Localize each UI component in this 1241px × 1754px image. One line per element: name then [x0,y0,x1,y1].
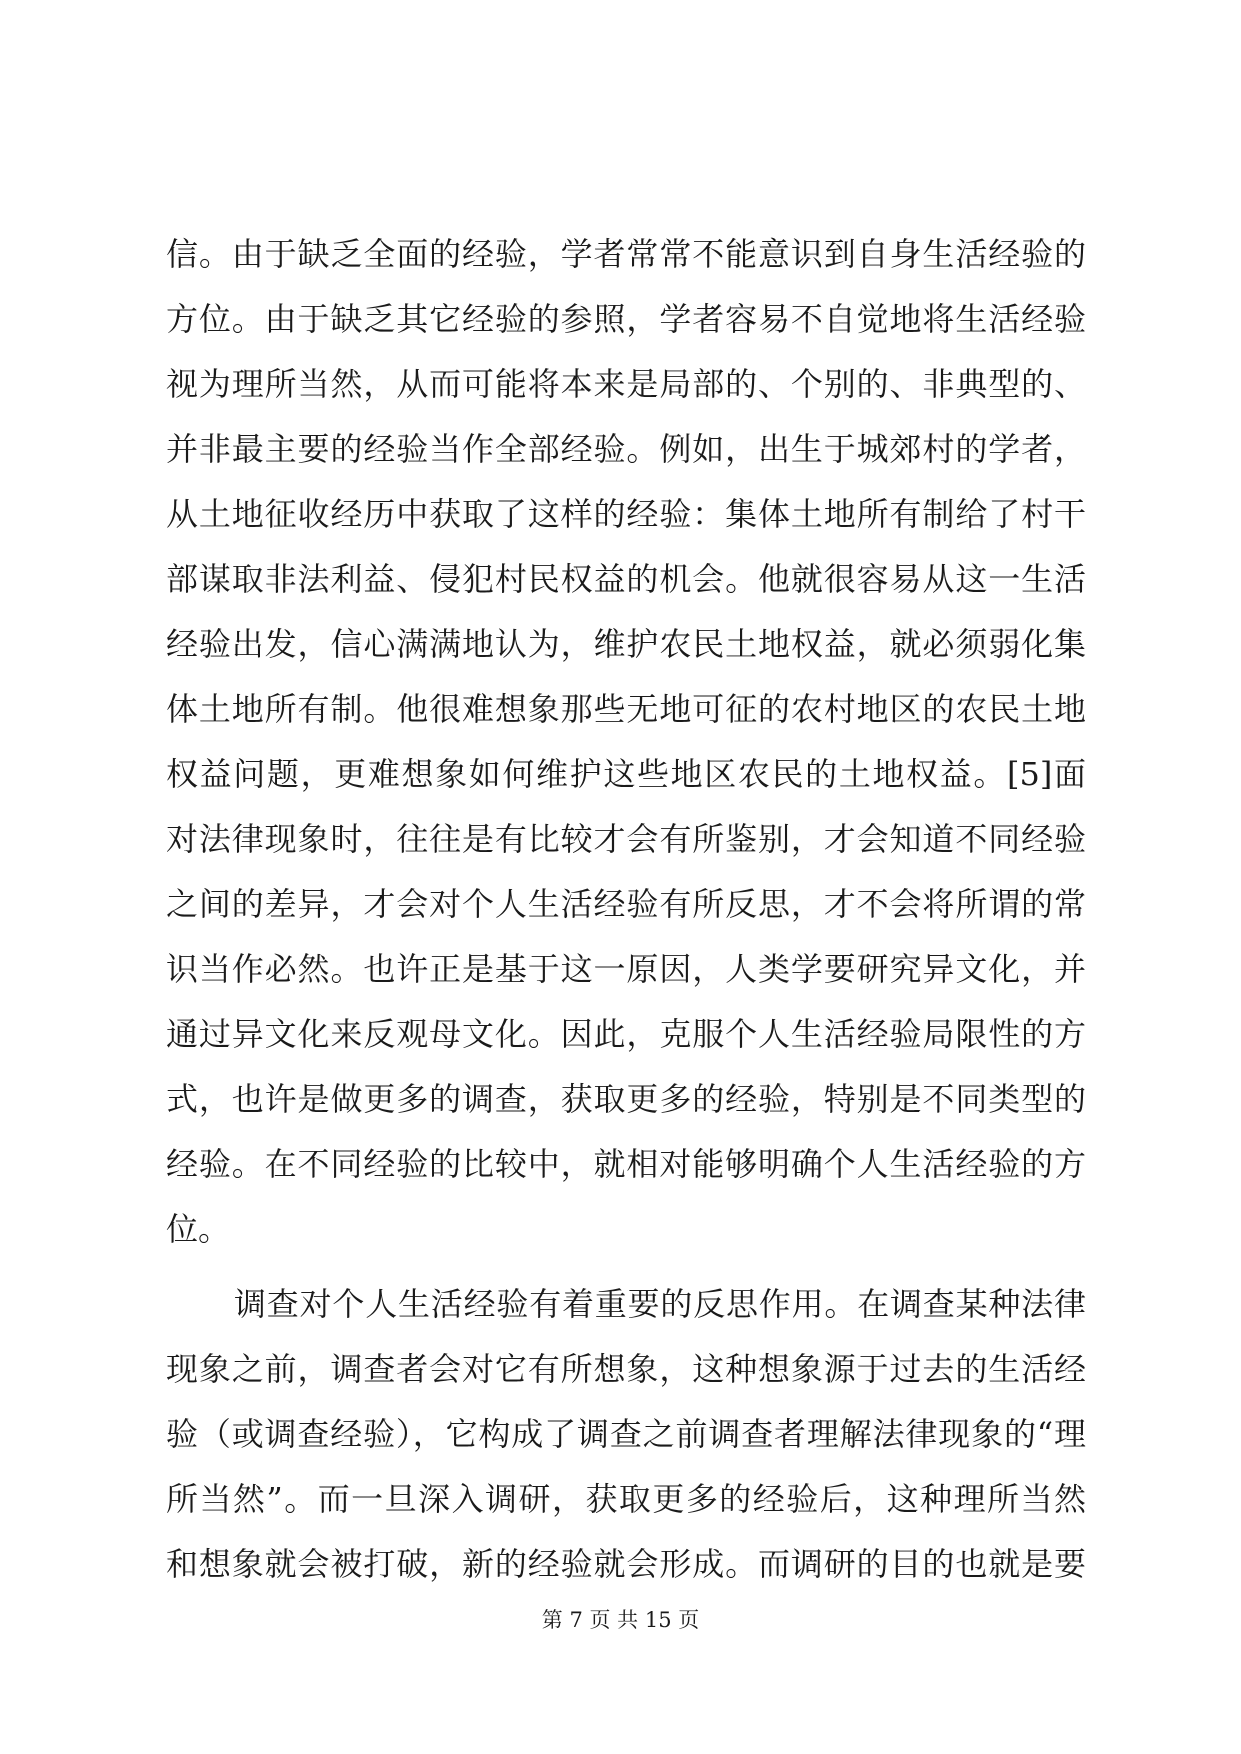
text-line: 方位。由于缺乏其它经验的参照，学者容易不自觉地将生活经验 [166,300,1086,338]
text-line: 从土地征收经历中获取了这样的经验：集体土地所有制给了村干 [166,495,1086,533]
text-line: 并非最主要的经验当作全部经验。例如，出生于城郊村的学者， [166,430,1086,468]
text-line: 调查对个人生活经验有着重要的反思作用。在调查某种法律 [234,1285,1086,1323]
text-line: 部谋取非法利益、侵犯村民权益的机会。他就很容易从这一生活 [166,560,1086,598]
text-line: 权益问题，更难想象如何维护这些地区农民的土地权益。[5]面 [166,755,1086,793]
text-line: 位。 [166,1210,231,1248]
text-line: 对法律现象时，往往是有比较才会有所鉴别，才会知道不同经验 [166,820,1086,858]
text-line: 体土地所有制。他很难想象那些无地可征的农村地区的农民土地 [166,690,1086,728]
page-footer [0,1604,1241,1634]
text-line: 视为理所当然，从而可能将本来是局部的、个别的、非典型的、 [166,365,1086,403]
text-line: 之间的差异，才会对个人生活经验有所反思，才不会将所谓的常 [166,885,1086,923]
paragraph-2 [166,1272,1086,1597]
text-line: 经验出发，信心满满地认为，维护农民土地权益，就必须弱化集 [166,625,1086,663]
text-line: 和想象就会被打破，新的经验就会形成。而调研的目的也就是要 [166,1545,1086,1583]
page-number: 第 7 页 共 15 页 [541,1608,700,1632]
text-line: 经验。在不同经验的比较中，就相对能够明确个人生活经验的方 [166,1145,1086,1183]
text-line: 现象之前，调查者会对它有所想象，这种想象源于过去的生活经 [166,1350,1086,1388]
text-line: 信。由于缺乏全面的经验，学者常常不能意识到自身生活经验的 [166,235,1086,273]
text-line: 式，也许是做更多的调查，获取更多的经验，特别是不同类型的 [166,1080,1086,1118]
text-line: 验（或调查经验），它构成了调查之前调查者理解法律现象的“理 [166,1415,1086,1453]
text-line: 识当作必然。也许正是基于这一原因，人类学要研究异文化，并 [166,950,1086,988]
text-line: 通过异文化来反观母文化。因此，克服个人生活经验局限性的方 [166,1015,1086,1053]
text-line: 所当然”。而一旦深入调研，获取更多的经验后，这种理所当然 [166,1480,1086,1518]
paragraph-1 [166,222,1086,1262]
body-text [166,222,1086,1597]
